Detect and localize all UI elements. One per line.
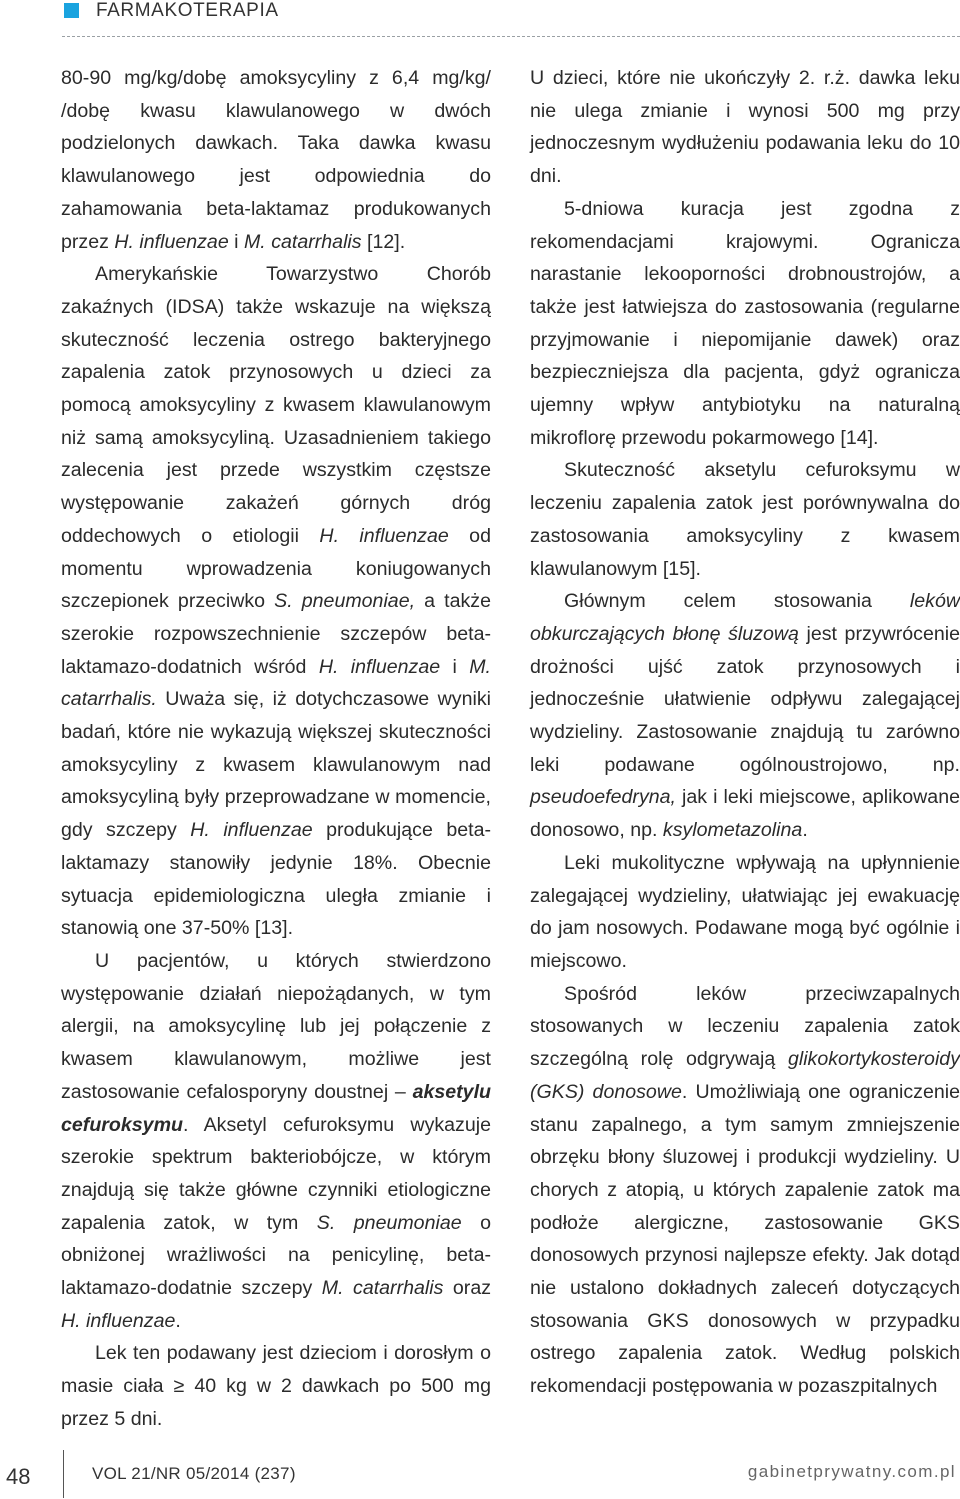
footer-divider	[63, 1450, 64, 1498]
text-run: Lek ten podawany jest dzieciom i dorosłym o masie ciała ≥ 40 kg w 2 dawkach po 500 mg przez 5 dni.	[61, 1342, 491, 1430]
text-run: U pacjentów, u których stwierdzono występowanie działań niepożądanych, w tym alergii, na amoksycylinę lub jej połączenie z kwasem klawulanowym, możliwe jest zastosowanie cefalosporyny doustnej –	[61, 949, 491, 1103]
italic-term: H. influenzae	[319, 524, 449, 547]
page-footer	[0, 1440, 960, 1499]
text-run: o obniżonej wrażliwości na penicylinę, beta-laktamazo-dodatnie szczepy	[61, 1211, 491, 1300]
paragraph	[530, 454, 960, 585]
text-run: .	[175, 1309, 181, 1332]
text-run: Głównym celem stosowania	[564, 590, 910, 613]
issue-info: VOL 21/NR 05/2014 (237)	[92, 1464, 296, 1483]
italic-term: H. influenzae	[318, 655, 441, 678]
italic-term: ksylometazolina	[662, 819, 803, 842]
italic-term: leków obkurczających błonę śluzową	[530, 590, 960, 645]
text-run: a także szerokie rozpowszechnienie szczepów beta-laktamazo-dodatnich wśród	[61, 590, 491, 678]
italic-term: M. catarrhalis.	[61, 655, 491, 711]
italic-term: pseudoefedryna,	[530, 786, 676, 809]
italic-term: glikokortykosteroidy (GKS) donosowe	[530, 1048, 960, 1103]
text-run: Uważa się, iż dotychczasowe wyniki badań, które nie wykazują większej skuteczności amoksycyliny z kwasem klawulanowym nad amoksycyliną były przeprowadzane w momencie, gdy szczepy	[61, 688, 491, 842]
section-marker	[64, 3, 79, 18]
article-column-left	[61, 62, 491, 1436]
italic-term: H. influenzae	[114, 230, 229, 253]
text-run: [12].	[361, 230, 406, 253]
text-run: oraz	[443, 1277, 492, 1300]
paragraph	[61, 258, 491, 945]
text-run: Leki mukolityczne wpływają na upłynnienie zalegającej wydzieliny, ułatwiając jej ewakuację do jam nosowych. Podawane mogą być ogólnie i miejscowo.	[530, 851, 960, 972]
italic-term: M. catarrhalis	[243, 230, 362, 253]
text-run: . Umożliwiają one ograniczenie stanu zapalnego, a tym samym zmniejszenie obrzęku błony śluzowej i produkcji wydzieliny. U chorych z atopią, u których zapalenie zatok ma podłoże alergiczne, zastosowanie GKS donosowych przynosi najlepsze efekty. Jak dotąd nie ustalono dokładnych zaleceń dotyczących stosowania GKS donosowych w przypadku ostrego zapalenia zatok. Według polskich rekomendacji postępowania w pozaszpitalnych	[530, 1080, 960, 1398]
paragraph	[530, 585, 960, 847]
text-run: od momentu wprowadzenia koniugowanych szczepionek przeciwko	[61, 524, 491, 613]
text-run: . Aksetyl cefuroksymu wykazuje szerokie spektrum bakteriobójcze, w którym znajdują się także główne czynniki etiologiczne zapalenia zatok, w tym	[61, 1113, 491, 1234]
text-run: 5-dniowa kuracja jest zgodna z rekomendacjami krajowymi. Ogranicza narastanie lekooporności drobnoustrojów, a także jest łatwiejsza do zastosowania (regularne przyjmowanie i niepomijanie dawek) oraz bezpieczniejsza dla pacjenta, gdyż ogranicza ujemny wpływ antybiotyku na naturalną mikroflorę przewodu pokarmowego [14].	[530, 197, 960, 449]
text-run: 80-90 mg/kg/dobę amoksycyliny z 6,4 mg/kg/ /dobę kwasu klawulanowego w dwóch podzielonych dawkach. Taka dawka kwasu klawulanowego jest odpowiednia do zahamowania beta-laktamaz produkowanych przez	[61, 67, 491, 253]
website-link[interactable]: gabinetprywatny.com.pl	[747, 1462, 956, 1481]
text-run: .	[802, 819, 808, 842]
section-title: FARMAKOTERAPIA	[96, 0, 279, 21]
text-run: U dzieci, które nie ukończyły 2. r.ż. dawka leku nie ulega zmianie i wynosi 500 mg przy jednoczesnym wydłużeniu podawania leku do 10 dni.	[530, 67, 960, 188]
text-run: jest przywrócenie drożności ujść zatok przynosowych i jednocześnie ułatwienie odpływu zalegającej wydzieliny. Zastosowanie znajdują tu zarówno leki podawane ogólnoustrojowo, np.	[530, 622, 960, 776]
header-rule	[62, 36, 960, 37]
paragraph	[61, 62, 491, 258]
paragraph	[61, 1337, 491, 1435]
text-run: i	[440, 655, 470, 678]
text-run: Amerykańskie Towarzystwo Chorób zakaźnych (IDSA) także wskazuje na większą skuteczność leczenia ostrego bakteryjnego zapalenia zatok przynosowych u dzieci za pomocą amoksycyliny z kwasem klawulanowym niż samą amoksycyliną. Uzasadnieniem takiego zalecenia jest przede wszystkim częstsze występowanie zakażeń górnych dróg oddechowych o etiologii	[61, 263, 491, 547]
italic-term: M. catarrhalis	[321, 1277, 444, 1300]
text-run: produkujące beta-laktamazy stanowiły jedynie 18%. Obecnie sytuacja epidemiologiczna uległa zmianie i stanowią one 37-50% [13].	[61, 819, 491, 940]
article-column-right	[530, 62, 960, 1403]
text-run: Skuteczność aksetylu cefuroksymu w leczeniu zapalenia zatok jest porównywalna do zastosowania amoksycyliny z kwasem klawulanowym [15].	[530, 459, 960, 580]
paragraph	[530, 978, 960, 1403]
italic-term: S. pneumoniae,	[274, 590, 416, 613]
text-run: i	[228, 230, 244, 253]
page-header	[0, 0, 960, 28]
bold-term: aksetylu cefuroksymu	[61, 1080, 491, 1136]
italic-term: H. influenzae	[61, 1309, 176, 1332]
paragraph	[530, 62, 960, 193]
paragraph	[61, 945, 491, 1337]
text-run: jak i leki miejscowe, aplikowane donosowo, np.	[530, 786, 960, 842]
paragraph	[530, 193, 960, 455]
italic-term: H. influenzae	[190, 819, 313, 842]
page-number: 48	[6, 1464, 31, 1489]
italic-term: S. pneumoniae	[316, 1211, 462, 1234]
text-run: Spośród leków przeciwzapalnych stosowanych w leczeniu zapalenia zatok szczególną rolę odgrywają	[530, 982, 960, 1071]
paragraph	[530, 847, 960, 978]
